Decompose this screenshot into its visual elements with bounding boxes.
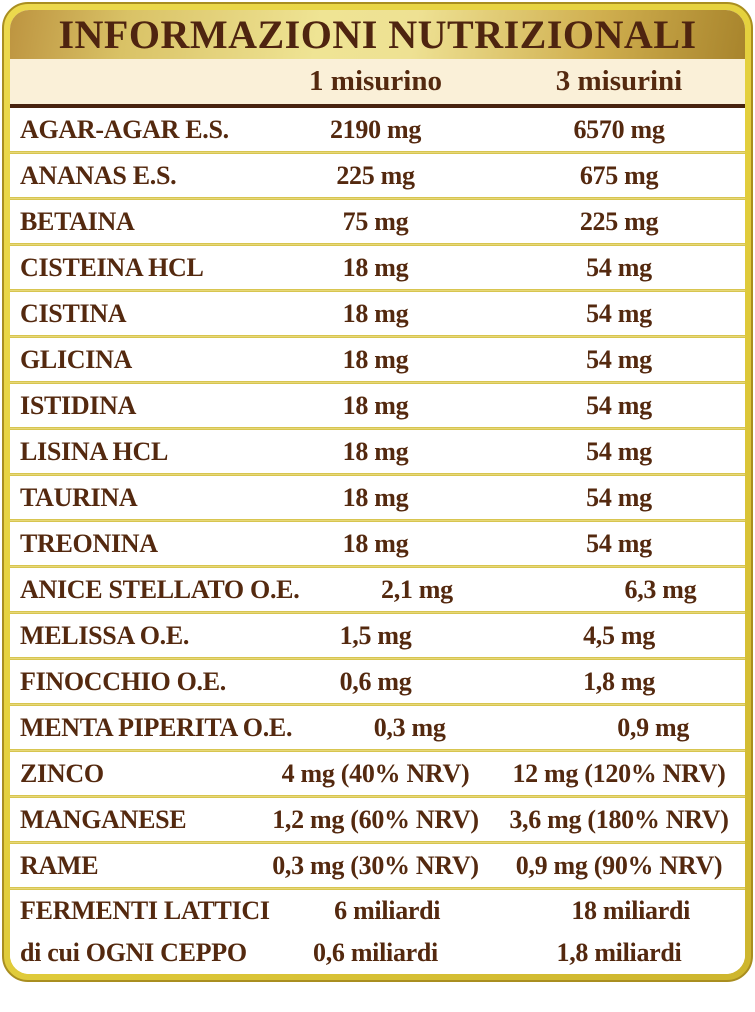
table-row [10, 706, 745, 749]
row-label: TREONINA [20, 528, 158, 558]
table-row [10, 752, 745, 795]
row-value-2: 54 mg [586, 436, 652, 466]
table-row [10, 384, 745, 427]
row-value-1: 18 mg [342, 344, 409, 374]
table-row [10, 890, 745, 932]
row-label: FINOCCHIO O.E. [20, 666, 226, 696]
row-value-1: 0,3 mg (30% NRV) [272, 850, 479, 880]
title-band [10, 10, 745, 59]
row-value-2: 4,5 mg [583, 620, 655, 650]
row-value-1: 0,6 miliardi [313, 938, 438, 967]
row-value-2: 1,8 mg [583, 666, 655, 696]
row-label: ISTIDINA [20, 390, 137, 420]
table-row [10, 476, 745, 519]
row-value-1: 18 mg [342, 436, 409, 466]
row-label: BETAINA [20, 206, 135, 236]
row-value-2: 0,9 mg (90% NRV) [515, 850, 723, 880]
row-value-1: 1,5 mg [339, 620, 412, 650]
row-label: MELISSA O.E. [20, 620, 190, 650]
row-value-2: 6570 mg [573, 114, 665, 144]
table-row [10, 568, 745, 611]
row-label: ANANAS E.S. [20, 160, 177, 190]
row-value-1: 2190 mg [329, 114, 422, 144]
row-value-1: 75 mg [342, 206, 409, 236]
table-row [10, 430, 745, 473]
page-title: INFORMAZIONI NUTRIZIONALI [58, 12, 697, 57]
table-inner [10, 10, 745, 974]
table-row [10, 200, 745, 243]
table-row [10, 108, 745, 151]
table-row [10, 614, 745, 657]
table-row [10, 246, 745, 289]
row-value-2: 54 mg [586, 390, 652, 420]
row-value-2: 54 mg [586, 252, 652, 282]
row-label: AGAR-AGAR E.S. [20, 114, 229, 144]
row-value-1: 18 mg [342, 528, 409, 558]
row-value-1: 1,2 mg (60% NRV) [272, 804, 479, 834]
row-value-2: 675 mg [579, 160, 659, 190]
table-row-group [10, 890, 745, 974]
row-value-1: 2,1 mg [381, 574, 453, 604]
table-row [10, 154, 745, 197]
table-row [10, 844, 745, 887]
row-value-1: 6 miliardi [334, 896, 441, 925]
row-value-1: 0,3 mg [373, 712, 446, 742]
row-label: ZINCO [20, 758, 104, 788]
table-row [10, 798, 745, 841]
column-header-row [10, 59, 745, 104]
nutrition-facts-table [2, 2, 753, 982]
row-value-2: 6,3 mg [624, 574, 697, 604]
row-value-2: 3,6 mg (180% NRV) [509, 804, 729, 834]
table-row [10, 660, 745, 703]
row-label: MANGANESE [20, 804, 187, 834]
row-label: CISTEINA HCL [20, 252, 204, 282]
column-header-1-misurino: 1 misurino [309, 65, 442, 97]
table-rows [10, 108, 745, 974]
row-label: di cui OGNI CEPPO [20, 938, 247, 967]
row-value-1: 18 mg [342, 252, 409, 282]
row-label: ANICE STELLATO O.E. [20, 574, 300, 604]
row-value-2: 18 miliardi [571, 896, 691, 925]
table-row [10, 292, 745, 335]
row-value-1: 18 mg [342, 390, 409, 420]
row-value-2: 54 mg [586, 482, 652, 512]
row-value-2: 54 mg [586, 528, 652, 558]
row-value-2: 225 mg [579, 206, 659, 236]
row-value-2: 54 mg [586, 344, 652, 374]
row-label: FERMENTI LATTICI [20, 896, 270, 925]
row-value-1: 4 mg (40% NRV) [281, 758, 470, 788]
row-value-1: 18 mg [342, 482, 409, 512]
row-label: TAURINA [20, 482, 138, 512]
row-label: LISINA HCL [20, 436, 168, 466]
row-label: GLICINA [20, 344, 133, 374]
column-header-3-misurini: 3 misurini [555, 65, 683, 97]
row-value-1: 0,6 mg [339, 666, 412, 696]
row-value-2: 1,8 miliardi [556, 938, 682, 967]
table-row [10, 522, 745, 565]
row-value-1: 225 mg [336, 160, 415, 190]
row-value-2: 0,9 mg [617, 712, 690, 742]
row-value-2: 12 mg (120% NRV) [512, 758, 726, 788]
row-label: MENTA PIPERITA O.E. [20, 712, 293, 742]
row-value-1: 18 mg [342, 298, 409, 328]
row-label: RAME [20, 850, 99, 880]
row-label: CISTINA [20, 298, 127, 328]
row-value-2: 54 mg [586, 298, 652, 328]
table-subrow [10, 932, 745, 974]
table-row [10, 338, 745, 381]
